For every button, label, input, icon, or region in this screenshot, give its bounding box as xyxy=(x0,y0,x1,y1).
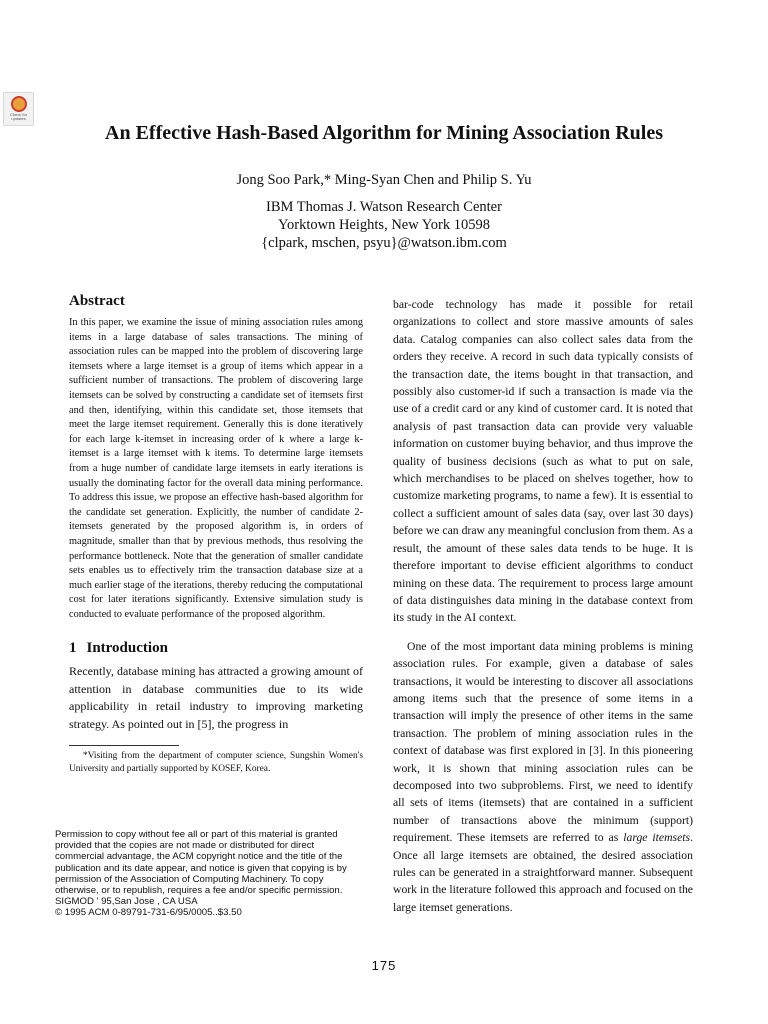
introduction-heading xyxy=(69,640,363,657)
abstract-heading: Abstract xyxy=(69,293,125,309)
footnote-text: *Visiting from the department of computer science, Sungshin Women's University and partially supported by KOSEF, Korea. xyxy=(69,751,363,774)
right-paragraph-2-end: . Once all large itemsets are obtained, the desired association rules can be generated in a straightforward manner. Subsequent work in the literature followed this approach and focused on the large itemset generations. xyxy=(393,831,694,914)
affiliation-email: {clpark, mschen, psyu}@watson.ibm.com xyxy=(261,235,507,251)
footnote-rule xyxy=(69,745,179,746)
check-for-updates-badge[interactable] xyxy=(3,92,34,126)
copyright-line: © 1995 ACM 0-89791-731-6/95/0005..$3.50 xyxy=(55,907,242,919)
conference-line: SIGMOD ' 95,San Jose , CA USA xyxy=(55,896,198,908)
section-number: 1 xyxy=(69,640,77,657)
abstract-text: In this paper, we examine the issue of mining association rules among items in a large database of sales transactions. The mining of association rules can be mapped into the problem of discovering large itemsets where a large itemset is a group of items which appear in a sufficient number of transactions. The problem of discovering large itemsets can be solved by constructing a candidate set of itemsets first and then, identifying, within this candidate set, those itemsets that meet the large itemset requirement. Generally this is done iteratively for each large k-itemset in increasing order of k where a large k-itemset is a large itemset with k items. To determine large itemsets from a huge number of candidate large itemsets in early iterations is usually the dominating factor for the overall data mining performance. To address this issue, we propose an effective hash-based algorithm for the candidate set generation. Explicitly, the number of candidate 2-itemsets generated by the proposed algorithm is, in orders of magnitude, smaller than that by previous methods, thus resolving the performance bottleneck. Note that the generation of smaller candidate sets enables us to effectively trim the transaction database size at a much earlier stage of the iterations, thereby reducing the computational cost for later iterations significantly. Extensive simulation study is conducted to evaluate performance of the proposed algorithm. xyxy=(69,317,363,620)
right-column xyxy=(393,296,693,916)
check-for-updates-label: Check for updates xyxy=(9,112,28,121)
check-for-updates-icon xyxy=(11,96,27,112)
affiliation-org: IBM Thomas J. Watson Research Center xyxy=(266,199,502,215)
page-number: 175 xyxy=(371,958,397,973)
paper-title: An Effective Hash-Based Algorithm for Mining Association Rules xyxy=(105,122,663,144)
author-list: Jong Soo Park,* Ming-Syan Chen and Philip S. Yu xyxy=(236,172,532,188)
introduction-text: Recently, database mining has attracted a growing amount of attention in database communities due to its wide applicability in retail industry to improving marketing strategy. As pointed out in [5], the progress in xyxy=(69,664,363,731)
permission-text: Permission to copy without fee all or part of this material is granted provided that the copies are not made or distributed for direct commercial advantage, the ACM copyright notice and the title of the publication and its date appear, and notice is given that copying is by permission of the Association of Computing Machinery. To copy otherwise, or to republish, requires a fee and/or specific permission. xyxy=(55,829,347,897)
right-paragraph-2 xyxy=(393,638,693,917)
affiliation-block xyxy=(0,198,768,252)
section-title: Introduction xyxy=(86,640,168,657)
copyright-permission-block xyxy=(55,829,360,919)
affiliation-address: Yorktown Heights, New York 10598 xyxy=(277,217,491,233)
left-column xyxy=(69,293,363,775)
right-paragraph-2-start: One of the most important data mining problems is mining association rules. For example, given a database of sales transactions, it would be interesting to discover all associations among items such that the presence of some items in a transaction will imply the presence of other items in the same transaction. The problem of mining association rules in the context of database was first explored in [3]. In this pioneering work, it is shown that mining association rules can be decomposed into two subproblems. First, we need to identify all sets of items (itemsets) that are contained in a sufficient number of transactions above the minimum (support) requirement. These itemsets are referred to as xyxy=(393,639,693,845)
large-itemsets-term: large itemsets xyxy=(623,831,691,845)
right-paragraph-1: bar-code technology has made it possible for retail organizations to collect and store massive amounts of sales data. Catalog companies can also collect sales data from the orders they receive. A record in such data typically consists of the transaction date, the items bought in that transaction, and possibly also customer-id if such a transaction is made via the use of a credit card or any kind of customer card. It is noted that analysis of past transaction data can provide very valuable information on customer buying behavior, and thus improve the quality of business decisions (such as what to put on sale, which merchandises to be placed on shelves together, how to customize marketing programs, to name a few). It is essential to collect a sufficient amount of sales data (say, over last 30 days) before we can draw any meaningful conclusion from them. As a result, the amount of these sales data tends to be huge. It is therefore important to devise efficient algorithms to conduct mining on these data. The requirement to process large amount of data distinguishes data mining in the database context from its study in the AI context. xyxy=(393,298,693,625)
